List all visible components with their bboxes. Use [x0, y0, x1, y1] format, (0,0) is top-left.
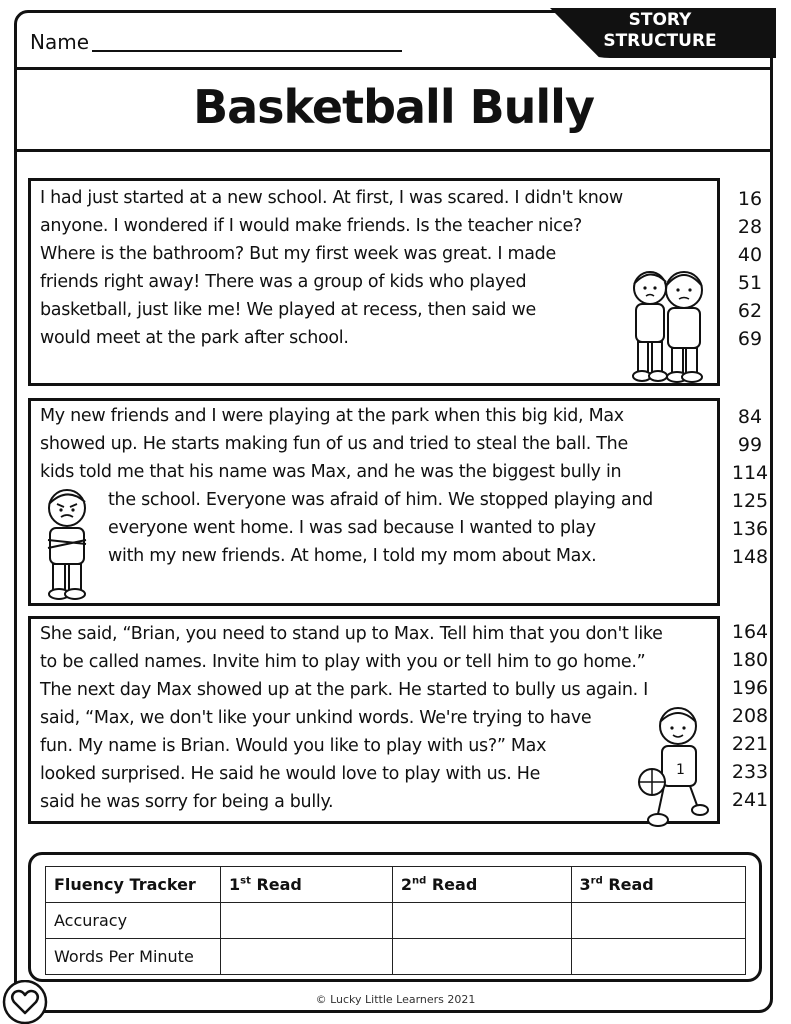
passage-line: fun. My name is Brian. Would you like to play with us?” Max — [40, 736, 547, 756]
wpm-second-cell[interactable] — [392, 939, 571, 975]
table-row — [46, 867, 746, 903]
badge-text — [590, 10, 730, 52]
word-count: 164 — [731, 621, 769, 643]
passage-line: She said, “Brian, you need to stand up to Max. Tell him that you don't like — [40, 624, 663, 644]
word-count: 180 — [731, 649, 769, 671]
word-count: 69 — [737, 328, 763, 350]
word-count: 28 — [737, 216, 763, 238]
name-label: Name — [30, 30, 90, 54]
col-header-second-read — [392, 867, 571, 903]
row-label-accuracy: Accuracy — [46, 903, 221, 939]
word-count: 125 — [731, 490, 769, 512]
copyright-footer: © Lucky Little Learners 2021 — [315, 993, 476, 1006]
word-count: 241 — [731, 789, 769, 811]
badge-line-2: STRUCTURE — [603, 31, 717, 51]
passage-line: with my new friends. At home, I told my mom about Max. — [108, 546, 597, 566]
col-header-third-read — [571, 867, 746, 903]
passage-line: anyone. I wondered if I would make friends. Is the teacher nice? — [40, 216, 582, 236]
col-number: 1 — [229, 875, 241, 894]
col-suffix: st — [240, 875, 251, 887]
passage-line: said, “Max, we don't like your unkind words. We're trying to have — [40, 708, 592, 728]
passage-line: said he was sorry for being a bully. — [40, 792, 334, 812]
col-number: 2 — [400, 875, 412, 894]
word-count: 208 — [731, 705, 769, 727]
passage-line: I had just started at a new school. At first, I was scared. I didn't know — [40, 188, 623, 208]
friends-illustration — [622, 262, 714, 384]
passage-line: The next day Max showed up at the park. He started to bully us again. I — [40, 680, 649, 700]
svg-text:1: 1 — [676, 762, 685, 778]
bully-illustration — [38, 484, 96, 602]
badge-line-1: STORY — [628, 10, 692, 30]
col-label: Read — [608, 875, 654, 894]
col-number: 3 — [579, 875, 591, 894]
word-count: 233 — [731, 761, 769, 783]
passage-line: Where is the bathroom? But my first week was great. I made — [40, 244, 556, 264]
passage-line: showed up. He starts making fun of us and tried to steal the ball. The — [40, 434, 628, 454]
word-count: 136 — [731, 518, 769, 540]
table-row — [46, 939, 746, 975]
tracker-header: Fluency Tracker — [46, 867, 221, 903]
passage-line: would meet at the park after school. — [40, 328, 349, 348]
fluency-tracker-table — [45, 866, 746, 975]
passage-line: everyone went home. I was sad because I wanted to play — [108, 518, 596, 538]
word-count: 40 — [737, 244, 763, 266]
table-row — [46, 903, 746, 939]
col-suffix: rd — [590, 875, 603, 887]
word-count: 114 — [731, 462, 769, 484]
accuracy-first-cell[interactable] — [221, 903, 393, 939]
word-count: 196 — [731, 677, 769, 699]
passage-line: kids told me that his name was Max, and he was the biggest bully in — [40, 462, 622, 482]
col-label: Read — [256, 875, 302, 894]
word-count: 221 — [731, 733, 769, 755]
passage-line: basketball, just like me! We played at recess, then said we — [40, 300, 536, 320]
wpm-first-cell[interactable] — [221, 939, 393, 975]
page-title: Basketball Bully — [193, 80, 594, 134]
word-count: 84 — [737, 406, 763, 428]
col-label: Read — [431, 875, 478, 894]
wpm-third-cell[interactable] — [571, 939, 746, 975]
row-label-wpm: Words Per Minute — [46, 939, 221, 975]
word-count: 99 — [737, 434, 763, 456]
passage-line: My new friends and I were playing at the park when this big kid, Max — [40, 406, 624, 426]
name-field[interactable] — [92, 50, 402, 52]
word-count: 51 — [737, 272, 763, 294]
passage-line: friends right away! There was a group of kids who played — [40, 272, 527, 292]
passage-line: looked surprised. He said he would love to play with us. He — [40, 764, 541, 784]
word-count: 62 — [737, 300, 763, 322]
word-count: 16 — [737, 188, 763, 210]
col-suffix: nd — [412, 875, 427, 887]
accuracy-third-cell[interactable] — [571, 903, 746, 939]
accuracy-second-cell[interactable] — [392, 903, 571, 939]
passage-line: to be called names. Invite him to play with you or tell him to go home.” — [40, 652, 646, 672]
col-header-first-read — [221, 867, 393, 903]
word-count: 148 — [731, 546, 769, 568]
basketball-player-illustration — [636, 704, 712, 832]
passage-line: the school. Everyone was afraid of him. We stopped playing and — [108, 490, 653, 510]
